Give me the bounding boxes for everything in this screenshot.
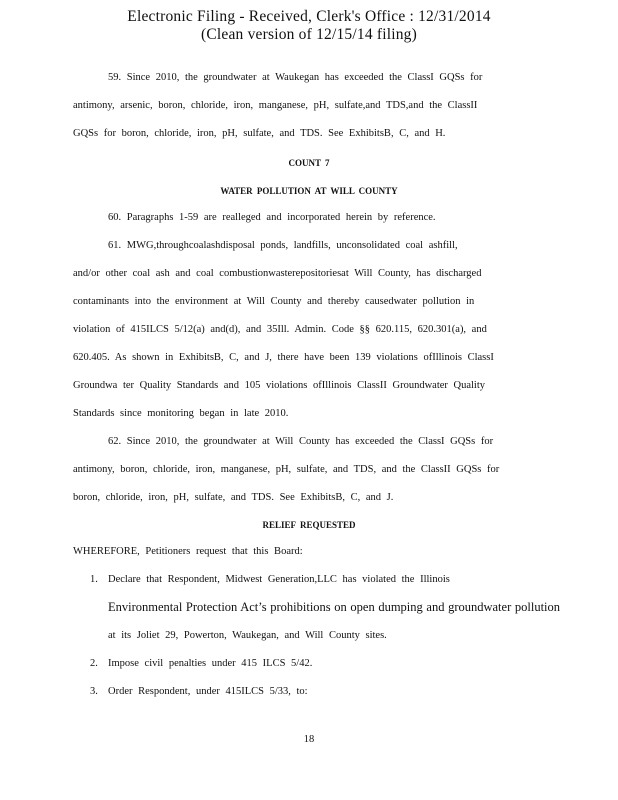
para61-line6: Groundwa ter Quality Standards and 105 violations ofIllinois ClassII Groundwater Quality <box>73 380 486 391</box>
header-filing-line: Electronic Filing - Received, Clerk's Office : 12/31/2014 <box>127 8 491 25</box>
para60-line1: 60. Paragraphs 1-59 are realleged and incorporated herein by reference. <box>108 212 436 223</box>
para61-line4: violation of 415ILCS 5/12(a) and(d), and 35Ill. Admin. Code §§ 620.115, 620.301(a), and <box>73 324 487 335</box>
count-subheading: WATER POLLUTION AT WILL COUNTY <box>220 186 398 196</box>
item2-line1: Impose civil penalties under 415 ILCS 5/42. <box>108 658 313 669</box>
para61-line7: Standards since monitoring began in late 2010. <box>73 408 289 419</box>
count-heading: COUNT 7 <box>288 158 330 168</box>
para61-line5: 620.405. As shown in ExhibitsB, C, and J, there have been 139 violations ofIllinois ClassI <box>73 352 494 363</box>
header-version-line: (Clean version of 12/15/14 filing) <box>200 26 417 43</box>
item3-number: 3. <box>90 686 98 697</box>
para62-line1: 62. Since 2010, the groundwater at Will County has exceeded the ClassI GQSs for <box>108 436 494 447</box>
wherefore-line: WHEREFORE, Petitioners request that this Board: <box>73 546 303 557</box>
para59-line3: GQSs for boron, chloride, iron, pH, sulfate, and TDS. See ExhibitsB, C, and H. <box>73 128 446 139</box>
item2-number: 2. <box>90 658 98 669</box>
page-number: 18 <box>303 734 315 745</box>
item1-line1: Declare that Respondent, Midwest Generation,LLC has violated the Illinois <box>108 574 450 585</box>
para61-line1: 61. MWG,throughcoalashdisposal ponds, landfills, unconsolidated coal ashfill, <box>108 240 458 251</box>
item3-line1: Order Respondent, under 415ILCS 5/33, to: <box>108 686 308 697</box>
para59-line1: 59. Since 2010, the groundwater at Waukegan has exceeded the ClassI GQSs for <box>108 72 483 83</box>
para61-line2: and/or other coal ash and coal combustionwasterepositoriesat Will County, has discharged <box>73 268 482 279</box>
item1-line2: Environmental Protection Act’s prohibitions on open dumping and groundwater pollution <box>108 600 561 614</box>
para62-line3: boron, chloride, iron, pH, sulfate, and TDS. See ExhibitsB, C, and J. <box>73 492 394 503</box>
item1-line3: at its Joliet 29, Powerton, Waukegan, and Will County sites. <box>108 630 387 641</box>
para62-line2: antimony, boron, chloride, iron, manganese, pH, sulfate, and TDS, and the ClassII GQSs for <box>73 464 500 475</box>
relief-heading: RELIEF REQUESTED <box>262 520 356 530</box>
item1-number: 1. <box>90 574 98 585</box>
para59-line2: antimony, arsenic, boron, chloride, iron, manganese, pH, sulfate,and TDS,and the ClassII <box>73 100 478 111</box>
para61-line3: contaminants into the environment at Will County and thereby causedwater pollution in <box>73 296 475 307</box>
